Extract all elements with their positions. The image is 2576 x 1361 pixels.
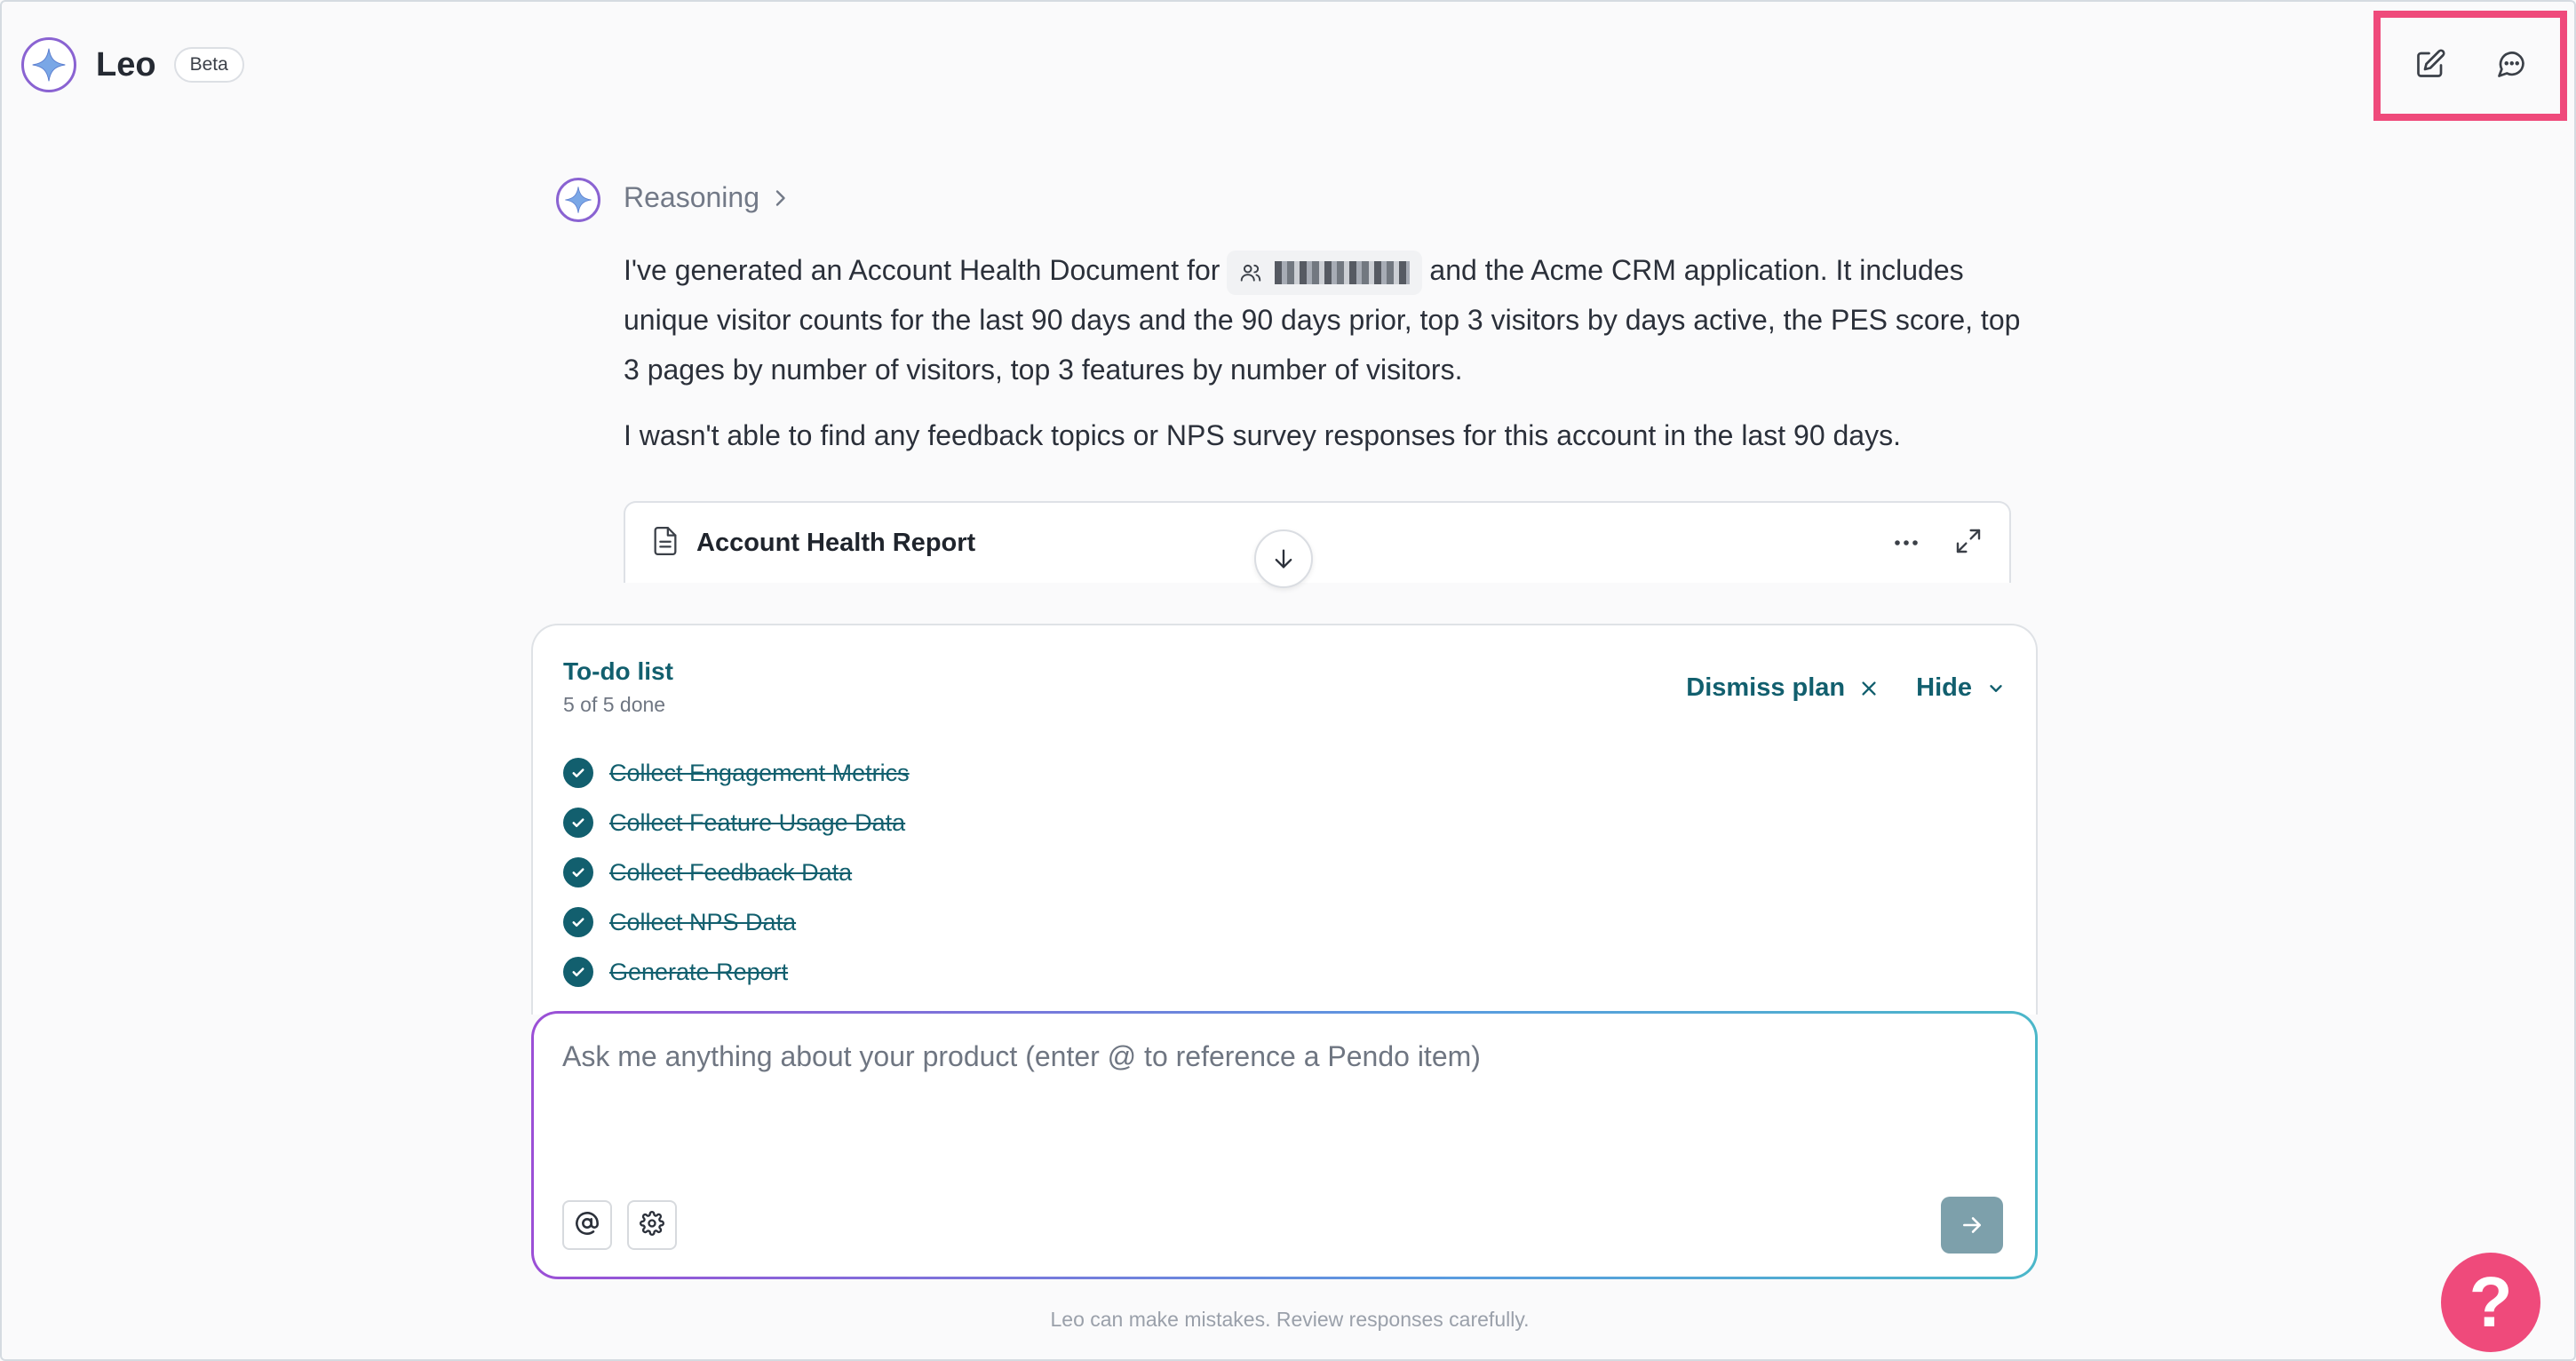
header-actions-highlight bbox=[2373, 11, 2567, 121]
disclaimer: Leo can make mistakes. Review responses carefully. bbox=[1050, 1308, 1530, 1331]
todo-item bbox=[563, 897, 910, 947]
report-card[interactable] bbox=[624, 501, 2011, 583]
chat-history-button[interactable] bbox=[2485, 40, 2537, 92]
send-button[interactable] bbox=[1941, 1197, 2003, 1254]
chat-history-icon bbox=[2495, 48, 2527, 84]
more-options-icon[interactable] bbox=[1894, 535, 1919, 551]
sparkle-icon bbox=[21, 37, 76, 92]
todo-item bbox=[563, 748, 910, 798]
chat-input[interactable] bbox=[562, 1040, 2001, 1073]
dismiss-plan-label: Dismiss plan bbox=[1686, 673, 1846, 702]
message-text: I've generated an Account Health Document for bbox=[624, 254, 1220, 286]
settings-button[interactable] bbox=[627, 1200, 677, 1250]
at-sign-icon bbox=[575, 1211, 600, 1240]
composer bbox=[531, 1011, 2038, 1279]
message-paragraph: I wasn't able to find any feedback topics or NPS survey responses for this account in the last 90 days. bbox=[624, 419, 1901, 451]
reasoning-toggle[interactable] bbox=[624, 181, 788, 214]
dismiss-plan-button[interactable] bbox=[1686, 673, 1879, 703]
message-body bbox=[624, 245, 2027, 460]
todo-item-label: Collect Engagement Metrics bbox=[609, 759, 910, 786]
todo-item-label: Collect Feedback Data bbox=[609, 858, 853, 886]
users-icon bbox=[1239, 261, 1262, 284]
help-button[interactable] bbox=[2441, 1253, 2540, 1352]
hide-plan-button[interactable] bbox=[1916, 673, 2006, 703]
redacted-account-name bbox=[1275, 261, 1410, 284]
todo-item bbox=[563, 848, 910, 897]
chevron-right-icon bbox=[772, 187, 788, 209]
new-chat-button[interactable] bbox=[2405, 40, 2456, 92]
close-icon bbox=[1859, 679, 1879, 698]
todo-item bbox=[563, 798, 910, 848]
arrow-right-icon bbox=[1960, 1214, 1984, 1237]
chevron-down-icon bbox=[1986, 679, 2006, 698]
scroll-to-bottom-button[interactable] bbox=[1254, 529, 1313, 588]
todo-item-label: Generate Report bbox=[609, 958, 789, 985]
check-circle-icon bbox=[563, 907, 593, 937]
gear-icon bbox=[640, 1211, 664, 1240]
app-name: Leo bbox=[96, 45, 156, 84]
check-circle-icon bbox=[563, 758, 593, 788]
message-text: and the Acme CRM application. It includes unique visitor counts for the last 90 days and the 90 days prior, top 3 visitors by days active, the PES score, top 3 pages by number of visitors, top 3 features by number of visitors. bbox=[624, 254, 2021, 386]
check-circle-icon bbox=[563, 957, 593, 987]
hide-label: Hide bbox=[1916, 673, 1972, 702]
todo-item bbox=[563, 947, 910, 997]
todo-title: To-do list bbox=[563, 657, 673, 685]
account-chip[interactable] bbox=[1227, 251, 1422, 295]
reasoning-label: Reasoning bbox=[624, 181, 759, 213]
question-mark-icon: ? bbox=[2469, 1262, 2513, 1341]
beta-badge: Beta bbox=[174, 47, 244, 83]
report-title: Account Health Report bbox=[696, 528, 976, 557]
document-icon bbox=[652, 526, 679, 561]
arrow-down-icon bbox=[1271, 546, 1296, 571]
expand-icon[interactable] bbox=[1954, 527, 1983, 560]
check-circle-icon bbox=[563, 808, 593, 838]
new-chat-icon bbox=[2414, 48, 2446, 84]
brand bbox=[21, 37, 244, 92]
todo-item-label: Collect NPS Data bbox=[609, 908, 797, 935]
message-paragraph bbox=[624, 245, 2027, 394]
todo-item-label: Collect Feature Usage Data bbox=[609, 808, 906, 836]
mention-button[interactable] bbox=[562, 1200, 612, 1250]
assistant-avatar-icon bbox=[556, 178, 600, 222]
todo-list bbox=[563, 748, 910, 997]
todo-panel bbox=[531, 624, 2038, 1015]
check-circle-icon bbox=[563, 857, 593, 887]
todo-progress: 5 of 5 done bbox=[563, 693, 666, 716]
